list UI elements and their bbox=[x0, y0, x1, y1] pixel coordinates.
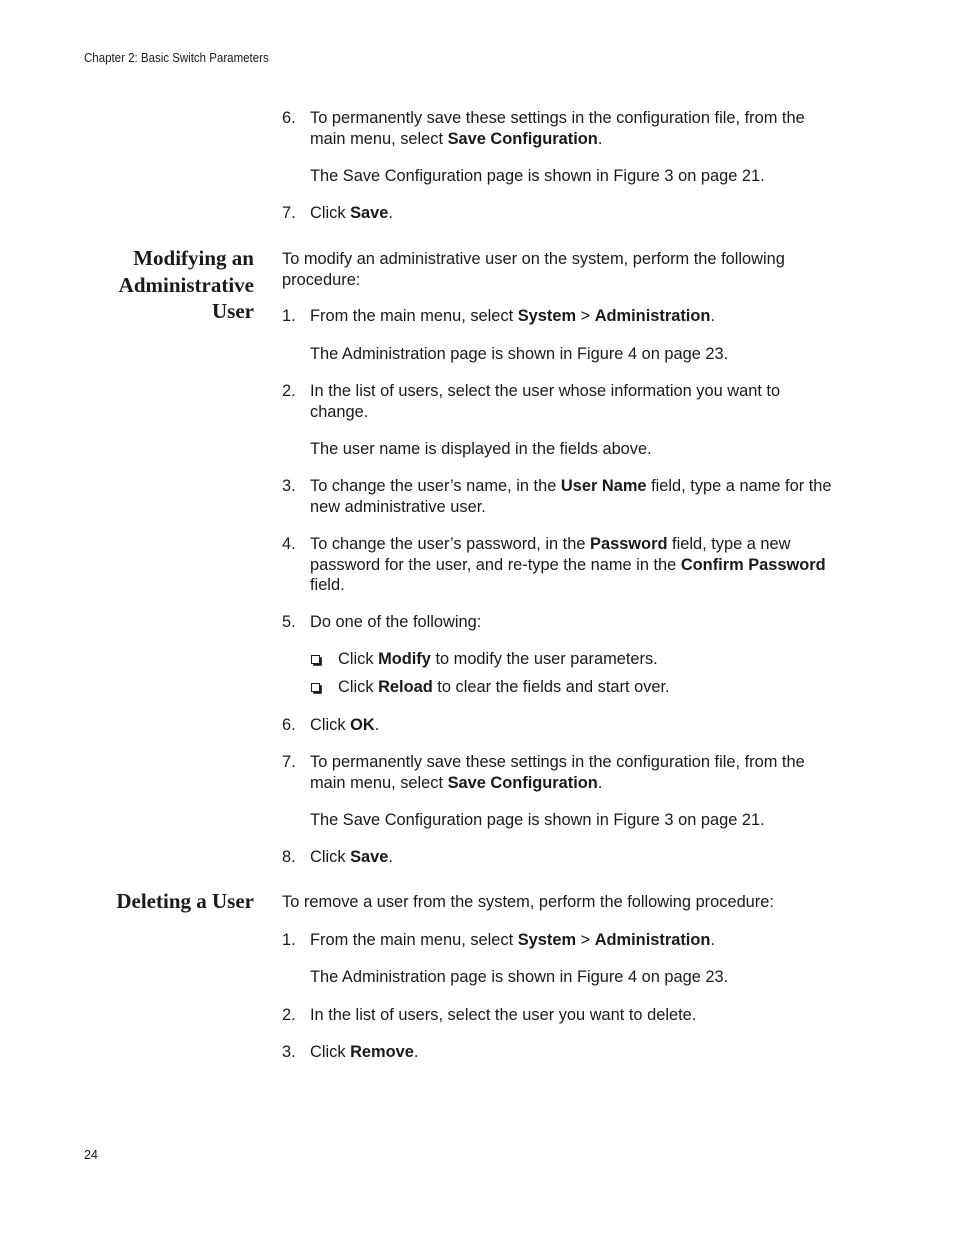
step-note: The Administration page is shown in Figure 4 on page 23. bbox=[310, 345, 729, 363]
step-number: 3. bbox=[282, 1043, 296, 1061]
step-number: 8. bbox=[282, 848, 296, 866]
list-item bbox=[282, 203, 842, 224]
step-number: 5. bbox=[282, 613, 296, 631]
list-item bbox=[282, 930, 842, 951]
section-heading-modify: Modifying an Administrative User bbox=[118, 246, 254, 323]
list-item bbox=[282, 1005, 842, 1026]
bullet-item bbox=[310, 677, 842, 698]
step-number: 2. bbox=[282, 1006, 296, 1024]
step-text: Click Remove. bbox=[310, 1043, 419, 1061]
step-number: 6. bbox=[282, 109, 296, 127]
bullet-text: Click Modify to modify the user parameters. bbox=[338, 650, 658, 668]
step-text: From the main menu, select System > Administration. bbox=[310, 931, 715, 949]
step-note: The user name is displayed in the fields above. bbox=[310, 440, 652, 458]
step-number: 4. bbox=[282, 535, 296, 553]
list-item bbox=[282, 715, 842, 736]
step-text: In the list of users, select the user you want to delete. bbox=[310, 1006, 697, 1024]
page-number: 24 bbox=[84, 1148, 98, 1162]
section-intro: To remove a user from the system, perform the following procedure: bbox=[282, 893, 774, 911]
list-item bbox=[282, 381, 842, 422]
step-text: To permanently save these settings in the configuration file, from the main menu, select Save Configuration. bbox=[310, 109, 805, 148]
list-item bbox=[282, 476, 842, 517]
step-text: To change the user’s name, in the User Name field, type a name for the new administrative user. bbox=[310, 477, 832, 516]
step-text: To change the user’s password, in the Password field, type a new password for the user, and re-type the name in the Confirm Password field. bbox=[310, 535, 826, 594]
step-number: 7. bbox=[282, 753, 296, 771]
step-text: In the list of users, select the user whose information you want to change. bbox=[310, 382, 781, 421]
section-intro: To modify an administrative user on the system, perform the following procedure: bbox=[282, 250, 785, 289]
list-item bbox=[282, 108, 842, 149]
list-item bbox=[282, 752, 842, 793]
checkbox-bullet-icon bbox=[311, 683, 320, 692]
section-heading-delete: Deleting a User bbox=[116, 889, 254, 913]
list-item bbox=[282, 612, 842, 633]
step-text: Click Save. bbox=[310, 204, 393, 222]
bullet-text: Click Reload to clear the fields and start over. bbox=[338, 678, 670, 696]
step-text: Click Save. bbox=[310, 848, 393, 866]
step-text: Click OK. bbox=[310, 716, 380, 734]
step-text: From the main menu, select System > Administration. bbox=[310, 307, 715, 325]
step-number: 6. bbox=[282, 716, 296, 734]
step-number: 2. bbox=[282, 382, 296, 400]
step-number: 1. bbox=[282, 307, 296, 325]
step-note: The Save Configuration page is shown in Figure 3 on page 21. bbox=[310, 167, 765, 185]
list-item bbox=[282, 306, 842, 327]
list-item bbox=[282, 847, 842, 868]
step-number: 3. bbox=[282, 477, 296, 495]
step-text: Do one of the following: bbox=[310, 613, 482, 631]
step-number: 1. bbox=[282, 931, 296, 949]
checkbox-bullet-icon bbox=[311, 655, 320, 664]
step-text: To permanently save these settings in the configuration file, from the main menu, select Save Configuration. bbox=[310, 753, 805, 792]
list-item bbox=[282, 1042, 842, 1063]
step-number: 7. bbox=[282, 204, 296, 222]
list-item bbox=[282, 534, 842, 596]
running-head: Chapter 2: Basic Switch Parameters bbox=[84, 51, 269, 65]
step-note: The Administration page is shown in Figure 4 on page 23. bbox=[310, 968, 729, 986]
bullet-item bbox=[310, 649, 842, 670]
step-note: The Save Configuration page is shown in Figure 3 on page 21. bbox=[310, 811, 765, 829]
